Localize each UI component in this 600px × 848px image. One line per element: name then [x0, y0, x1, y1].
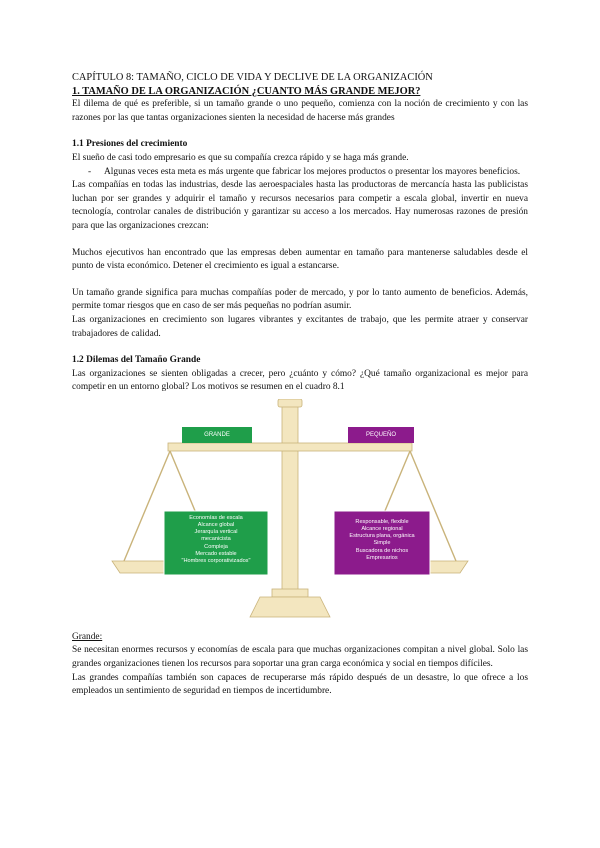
- grande-p1: Se necesitan enormes recursos y economías de escala para que muchas organizaciones compitan a nivel global. Solo las grandes organizaciones tienen los recursos para soportar una gran carga económica y social en tiempos difíciles.: [72, 645, 528, 670]
- section-1-1-p3: Muchos ejecutivos han encontrado que las empresas deben aumentar en tamaño para mantenerse saludables desde el punto de vista económico. Detener el crecimiento es igual a estancarse.: [72, 247, 528, 272]
- section-1-1-heading: 1.1 Presiones del crecimiento: [72, 139, 188, 150]
- grande-p2: Las grandes compañías también son capaces de recuperarse más rápido después de un desastre, lo que ofrece a los empleados un sentimiento de seguridad en tiempos de incertidumbre.: [72, 672, 528, 697]
- scale-top: [278, 399, 302, 407]
- pequeno-tag: PEQUEÑO: [365, 431, 396, 438]
- scale-base: [250, 597, 330, 617]
- grande-heading: Grande:: [72, 631, 103, 642]
- chapter-title: CAPÍTULO 8: TAMAÑO, CICLO DE VIDA Y DECLIVE DE LA ORGANIZACIÓN: [72, 72, 433, 83]
- section-1-1-p5: Las organizaciones en crecimiento son lugares vibrantes y excitantes de trabajo, que les permite atraer y conservar trabajadores de calidad.: [72, 314, 528, 339]
- grande-item: mecanicista: [201, 536, 231, 543]
- pequeno-item: Responsable, flexible: [355, 518, 409, 525]
- section-1-1-p1: El sueño de casi todo empresario es que su compañía crezca rápido y se haga más grande.: [72, 152, 409, 163]
- pequeno-item: Empresarios: [366, 554, 398, 561]
- bullet-item: [72, 166, 528, 180]
- balance-scale-illustration: [72, 399, 528, 627]
- section-1-2-heading: 1.2 Dilemas del Tamaño Grande: [72, 355, 201, 366]
- grande-list: [164, 515, 268, 565]
- pequeno-item: Buscadora de nichos: [355, 547, 409, 554]
- pequeno-list: [334, 519, 430, 562]
- pequeno-item: Alcance regional: [361, 526, 403, 533]
- grande-tag: GRANDE: [204, 431, 230, 438]
- section-1-intro: El dilema de qué es preferible, si un tamaño grande o uno pequeño, comienza con la noción de crecimiento y con las razones por las que tantas organizaciones sienten la necesidad de hacerse más grandes: [72, 99, 528, 123]
- grande-item: Economías de escala: [189, 514, 243, 521]
- grande-item: Alcance global: [197, 522, 235, 529]
- grande-item: "Hombres corporativizados": [181, 558, 251, 565]
- pequeno-item: Simple: [373, 540, 391, 547]
- section-1-heading: 1. TAMAÑO DE LA ORGANIZACIÓN ¿CUANTO MÁS GRANDE MEJOR?: [72, 85, 421, 97]
- bullet-dash: -: [88, 166, 92, 177]
- document-content: [72, 71, 528, 699]
- grande-item: Mercado estable: [195, 550, 237, 557]
- grande-item: Jerarquía vertical: [194, 529, 238, 536]
- pequeno-item: Estructura plana, orgánica: [349, 533, 415, 540]
- section-1-2-p1: Las organizaciones se sienten obligadas a crecer, pero ¿cuánto y cómo? ¿Qué tamaño organizacional es mejor para competir en un entorno global? Los motivos se resumen en el cuadro 8.1: [72, 368, 528, 393]
- size-scale-figure: [72, 399, 528, 627]
- section-1-1-p2: Las compañías en todas las industrias, desde las aeroespaciales hasta las productoras de mercancía hasta las publicistas luchan por ser grandes y adquirir el tamaño y recursos necesarios para competir a escala global, invertir en nueva tecnología, controlar canales de distribución y garantizar su acceso a los mercados. Hay numerosas razones de presión para que las organizaciones crezcan:: [72, 180, 528, 231]
- scale-beam: [168, 443, 412, 451]
- grande-item: Compleja: [204, 543, 228, 550]
- scale-base-top: [272, 589, 308, 597]
- bullet-text: Algunas veces esta meta es más urgente que fabricar los mejores productos o presentar los mayores beneficios.: [104, 166, 521, 177]
- section-1-1-p4: Un tamaño grande significa para muchas compañías poder de mercado, y por lo tanto aumento de beneficios. Además, permite tomar riesgos que en caso de ser más pequeñas no podrían asumir.: [72, 287, 528, 312]
- scale-pole: [282, 403, 298, 593]
